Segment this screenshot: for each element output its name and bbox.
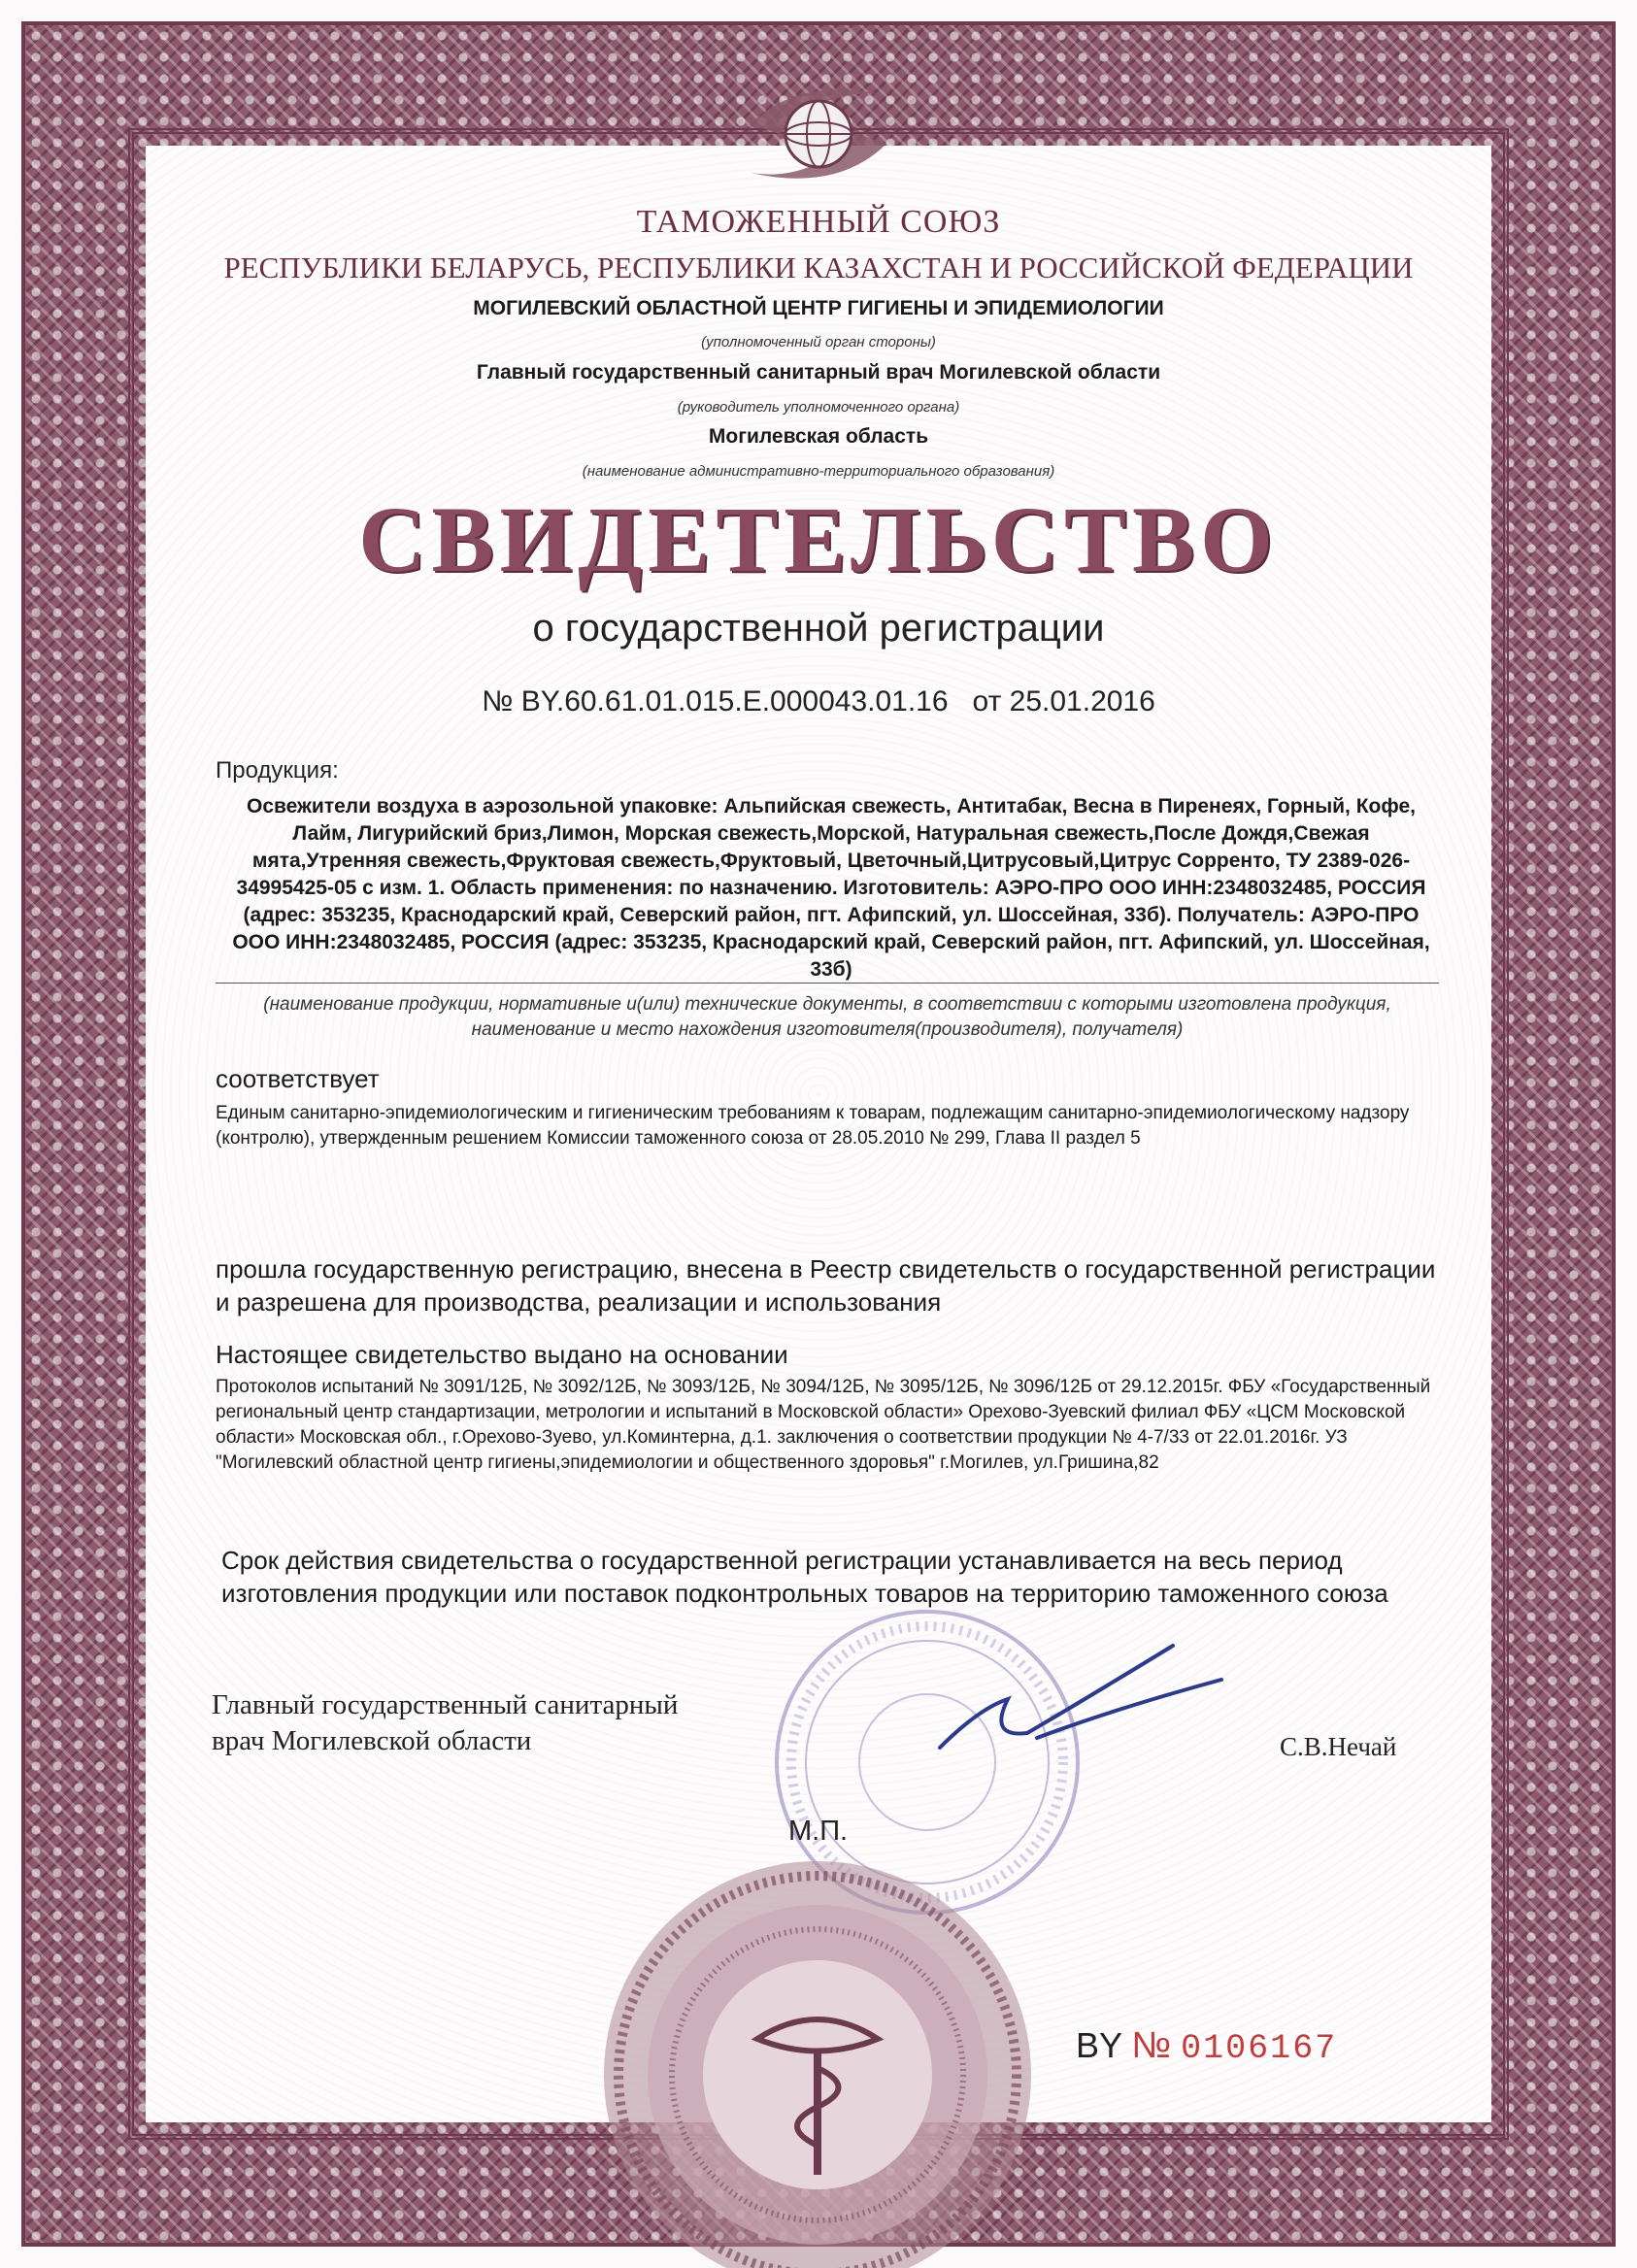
signer-position-line1: Главный государственный санитарный [212,1689,679,1720]
product-label: Продукция: [216,757,339,784]
basis-text: Протоколов испытаний № 3091/12Б, № 3092/12Б, № 3093/12Б, № 3094/12Б, № 3095/12Б, № 3096/12Б от 29.12.2015г. ФБУ «Государственный региональный центр стандартизации, метрологии и испытаний в Московской области» Орехово-Зуевский филиал ФБУ «ЦСМ Московской области» Московская обл., г.Орехово-Зуево, ул.Коминтерна, д.1. заключения о соответствии продукции № 4-7/33 от 22.01.2016г. УЗ "Могилевский областной центр гигиены,эпидемиологии и общественного здоровья" г.Могилев, ул.Гришина,82 [216,1377,1431,1473]
signer-name: С.В.Нечай [1280,1732,1397,1761]
basis-label: Настоящее свидетельство выдано на основании [216,1340,788,1369]
serial-country: BY [1076,2025,1122,2065]
serial-number [1076,2025,1337,2068]
signer-position [212,1687,678,1759]
union-title: ТАМОЖЕННЫЙ СОЮЗ [636,204,1001,240]
certificate-title: СВИДЕТЕЛЬСТВО [358,487,1279,591]
authority-head: Главный государственный санитарный врач Могилевской области [476,361,1161,384]
product-description: Освежители воздуха в аэрозольной упаковке: Альпийская свежесть, Антитабак, Весна в Пиренеях, Горный, Кофе, Лайм, Лигурийский бриз,Лимон, Морская свежесть,Морской, Натуральная свежесть,После Дождя,Свежая мята,Утренняя свежесть,Фруктовая свежесть,Фруктовый, Цветочный,Цитрусовый,Цитрус Сорренто, ТУ 2389-026-34995425-05 с изм. 1. Область применения: по назначению. Изготовитель: АЭРО-ПРО ООО ИНН:2348032485, РОССИЯ (адрес: 353235, Краснодарский край, Северский район, пгт. Афипский, ул. Шоссейная, 33б). Получатель: АЭРО-ПРО ООО ИНН:2348032485, РОССИЯ (адрес: 353235, Краснодарский край, Северский район, пгт. Афипский, ул. Шоссейная, 33б) [232,795,1430,981]
region-name: Могилевская область [708,425,929,448]
authority-head-hint: (руководитель уполномоченного органа) [677,399,960,416]
conformity-text: Единым санитарно-эпидемиологическим и гигиеническим требованиям к товарам, подлежащим санитарно-эпидемиологическому надзору (контролю), утвержденным решением Комиссии таможенного союза от 28.05.2010 № 299, Глава II раздел 5 [216,1103,1410,1149]
serial-number-value: 0106167 [1181,2029,1338,2068]
validity-text: Срок действия свидетельства о государственной регистрации устанавливается на весь период изготовления продукции или поставок подконтрольных товаров на территорию таможенного союза [221,1546,1388,1608]
medical-rosette-icon [597,1854,1039,2268]
registration-text: прошла государственную регистрацию, внесена в Реестр свидетельств о государственной регистрации и разрешена для производства, реализации и использования [216,1254,1436,1317]
signer-position-line2: врач Могилевской области [212,1725,532,1756]
region-hint: (наименование административно-территориального образования) [582,463,1055,480]
authority-hint: (уполномоченный орган стороны) [701,334,936,350]
serial-number-sign: № [1131,2025,1172,2066]
product-divider [216,983,1439,984]
handwritten-signature-icon [920,1641,1231,1767]
conformity-label: соответствует [216,1064,380,1093]
certificate-number: № BY.60.61.01.015.E.000043.01.16 от 25.01.2016 [482,685,1155,717]
seal-place-mark: М.П. [788,1816,849,1847]
authority-name: МОГИЛЕВСКИЙ ОБЛАСТНОЙ ЦЕНТР ГИГИЕНЫ И ЭПИДЕМИОЛОГИИ [473,297,1164,319]
certificate-subtitle: о государственной регистрации [532,607,1105,650]
union-subtitle: РЕСПУБЛИКИ БЕЛАРУСЬ, РЕСПУБЛИКИ КАЗАХСТАН И РОССИЙСКОЙ ФЕДЕРАЦИИ [223,250,1414,284]
product-hint: (наименование продукции, нормативные и(или) технические документы, в соответствии с которыми изготовлена продукция, наименование и место нахождения изготовителя(производителя), получателя) [263,994,1391,1040]
customs-union-emblem-icon [741,56,896,212]
